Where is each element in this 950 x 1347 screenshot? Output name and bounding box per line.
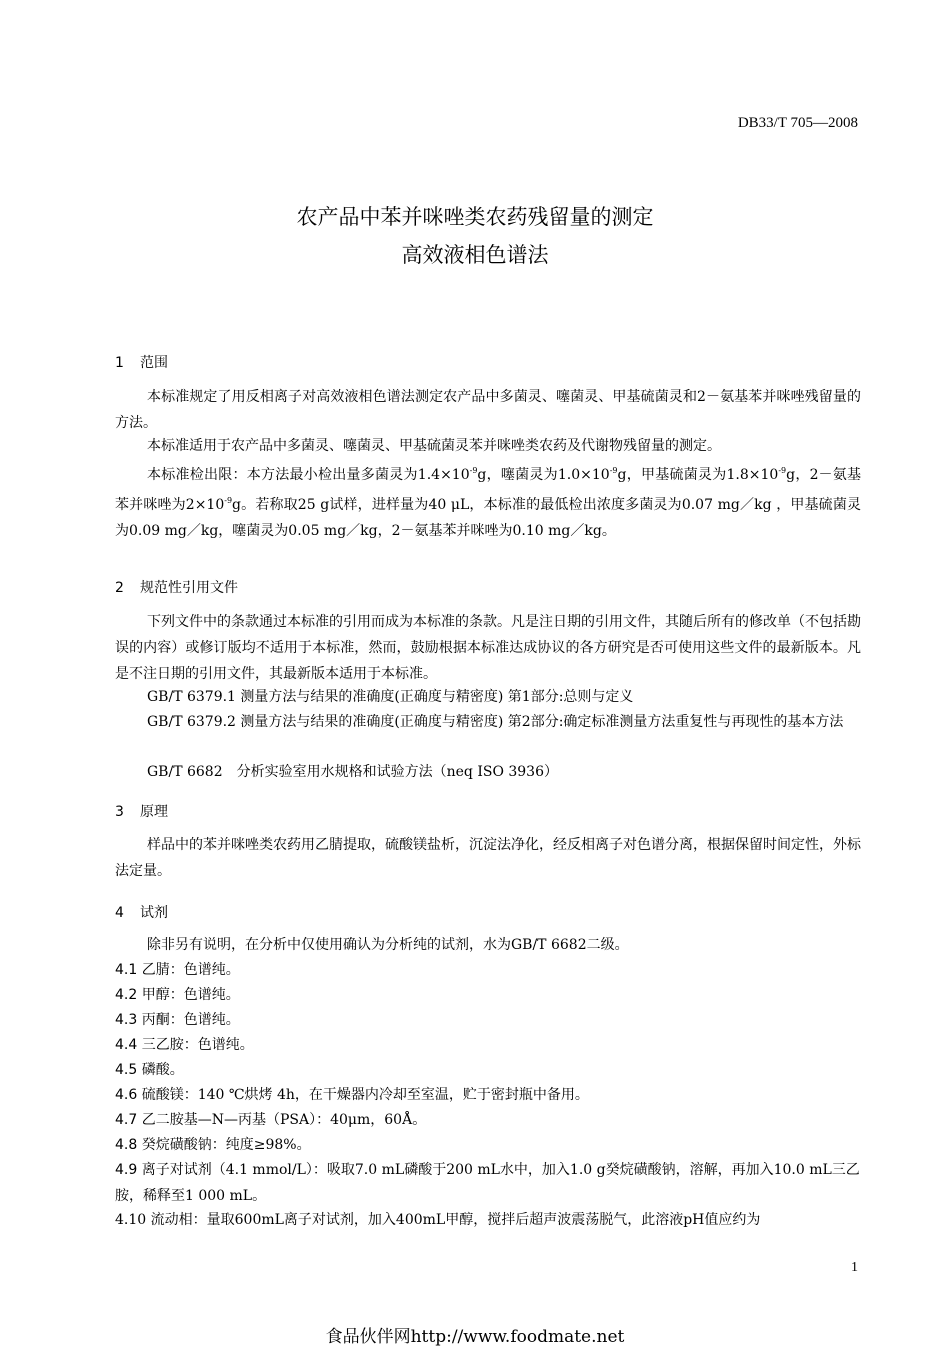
section-4-heading	[115, 902, 168, 922]
reagent-item: 4.6 硫酸镁：140 ℃烘烤 4h，在干燥器内冷却至室温，贮于密封瓶中备用。	[115, 1087, 589, 1103]
section-1-paragraph-3: 本标准检出限：本方法最小检出量多菌灵为$1.4\times 10^{-9}g$，噻菌灵为$1.0\times 10^{-9}g$，甲基硫菌灵为$1.8\times 10^{-9}g$，2－氨基苯并咪唑为$2\times 10^{-9}g$。若称取25 g试样，进样量为40 μL，本标准的最低检出浓度多菌灵为0.07 mg／kg ，甲基硫菌灵为0.09 mg／kg，噻菌灵为0.05 mg／kg，2－氨基苯并咪唑为0.10 mg／kg。	[115, 466, 861, 539]
document-subtitle: 高效液相色谱法	[401, 243, 549, 267]
document-title: 农产品中苯并咪唑类农药残留量的测定	[296, 205, 654, 229]
section-3-paragraph-1: 样品中的苯并咪唑类农药用乙腈提取，硫酸镁盐析，沉淀法净化，经反相离子对色谱分离，根据保留时间定性，外标法定量。	[115, 837, 861, 879]
section-2-paragraph-1: 下列文件中的条款通过本标准的引用而成为本标准的条款。凡是注日期的引用文件，其随后所有的修改单（不包括勘误的内容）或修订版均不适用于本标准，然而，鼓励根据本标准达成协议的各方研究是否可使用这些文件的最新版本。凡是不注日期的引用文件，其最新版本适用于本标准。	[115, 614, 861, 682]
section-title: 原理	[140, 804, 168, 820]
section-1-heading	[115, 352, 168, 372]
section-number: 2	[115, 580, 124, 596]
section-title: 规范性引用文件	[140, 580, 238, 596]
section-1-paragraph-1: 本标准规定了用反相离子对高效液相色谱法测定农产品中多菌灵、噻菌灵、甲基硫菌灵和2－氨基苯并咪唑残留量的方法。	[115, 389, 861, 431]
section-title: 试剂	[140, 905, 168, 921]
section-4-paragraph-1: 除非另有说明，在分析中仅使用确认为分析纯的试剂，水为GB/T 6682二级。	[147, 937, 629, 953]
section-number: 3	[115, 804, 124, 820]
section-2-heading	[115, 577, 238, 597]
section-title: 范围	[140, 355, 168, 371]
reagent-item: 4.5 磷酸。	[115, 1062, 184, 1078]
reagent-item: 4.8 癸烷磺酸钠：纯度≥98%。	[115, 1137, 311, 1153]
reference-2: GB/T 6379.2 测量方法与结果的准确度(正确度与精密度) 第2部分:确定标准测量方法重复性与再现性的基本方法	[147, 714, 844, 730]
reagent-item: 4.10 流动相：量取600mL离子对试剂，加入400mL甲醇，搅拌后超声波震荡脱气，此溶液pH值应约为	[115, 1212, 761, 1228]
section-3-heading	[115, 801, 168, 821]
reagent-item: 4.3 丙酮：色谱纯。	[115, 1012, 240, 1028]
reagent-item: 4.4 三乙胺：色谱纯。	[115, 1037, 254, 1053]
section-1-paragraph-2: 本标准适用于农产品中多菌灵、噻菌灵、甲基硫菌灵苯并咪唑类农药及代谢物残留量的测定。	[147, 438, 721, 454]
reagent-item: 4.2 甲醇：色谱纯。	[115, 987, 240, 1003]
reference-1: GB/T 6379.1 测量方法与结果的准确度(正确度与精密度) 第1部分:总则与定义	[147, 689, 634, 705]
reagent-item: 4.9 离子对试剂（4.1 mmol/L）：吸取7.0 mL磷酸于200 mL水中，加入1.0 g癸烷磺酸钠，溶解，再加入10.0 mL三乙胺，稀释至1 000 mL。	[115, 1162, 860, 1204]
standard-code: DB33/T 705—2008	[737, 115, 858, 131]
reference-3: GB/T 6682 分析实验室用水规格和试验方法（neq ISO 3936）	[147, 764, 558, 780]
page-number: 1	[851, 1260, 858, 1275]
reagent-item: 4.1 乙腈：色谱纯。	[115, 962, 240, 978]
footer-watermark: 食品伙伴网http://www.foodmate.net	[325, 1327, 625, 1347]
reagent-item: 4.7 乙二胺基—N—丙基（PSA）：40μm，60Å。	[115, 1112, 427, 1128]
section-number: 4	[115, 905, 124, 921]
section-number: 1	[115, 355, 124, 371]
